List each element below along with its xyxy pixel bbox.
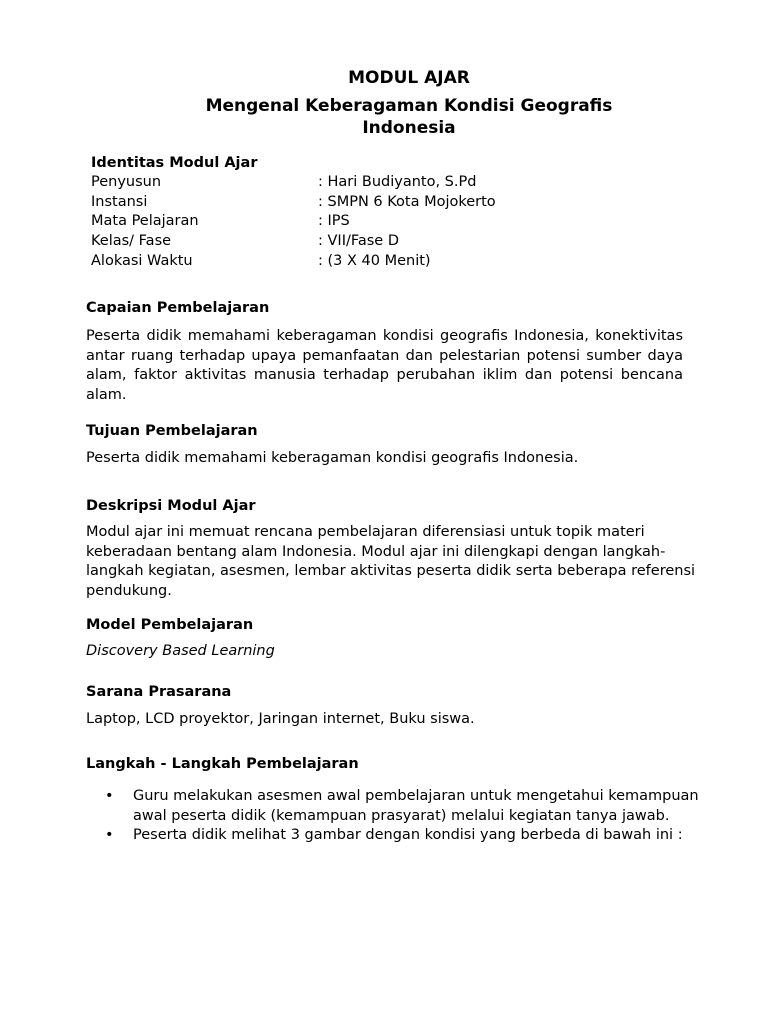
identity-row-penyusun: [91, 173, 496, 193]
list-item-text: Peserta didik melihat 3 gambar dengan kondisi yang berbeda di bawah ini :: [133, 827, 683, 844]
identity-row-instansi: [91, 193, 496, 213]
document-type-heading: MODUL AJAR: [348, 68, 470, 88]
capaian-heading: Capaian Pembelajaran: [86, 300, 270, 316]
langkah-heading: Langkah - Langkah Pembelajaran: [86, 756, 359, 772]
identity-label: Penyusun: [91, 174, 162, 190]
model-heading: Model Pembelajaran: [86, 617, 254, 633]
identity-row-kelas-fase: [91, 232, 496, 252]
identity-value: : (3 X 40 Menit): [318, 252, 431, 269]
identity-value: : Hari Budiyanto, S.Pd: [318, 174, 477, 190]
identity-value: : VII/Fase D: [318, 233, 399, 250]
sarana-heading: Sarana Prasarana: [86, 684, 232, 700]
identity-heading: Identitas Modul Ajar: [91, 155, 258, 171]
module-title: [0, 95, 768, 139]
identity-value: : IPS: [318, 213, 350, 230]
deskripsi-heading: Deskripsi Modul Ajar: [86, 498, 256, 514]
bullet-icon: •: [105, 827, 114, 844]
identity-row-mata-pelajaran: [91, 212, 496, 232]
bullet-icon: •: [105, 788, 114, 804]
tujuan-paragraph: Peserta didik memahami keberagaman kondisi geografis Indonesia.: [86, 450, 579, 466]
identity-label: Alokasi Waktu: [91, 252, 193, 269]
model-value: Discovery Based Learning: [86, 643, 275, 659]
identity-row-alokasi-waktu: [91, 252, 496, 272]
list-item-text: Guru melakukan asesmen awal pembelajaran untuk mengetahui kemampuan awal peserta didik (kemampuan prasyarat) melalui kegiatan tanya jawab.: [133, 788, 699, 824]
identity-label: Mata Pelajaran: [91, 213, 199, 230]
module-title-line-2: Indonesia: [362, 118, 456, 138]
capaian-paragraph: Peserta didik memahami keberagaman kondisi geografis Indonesia, konektivitas antar ruang terhadap upaya pemanfaatan dan pelestarian potensi sumber daya alam, faktor aktivitas manusia terhadap perubahan iklim dan potensi bencana alam.: [86, 328, 683, 403]
list-item: [105, 787, 745, 826]
identity-value: : SMPN 6 Kota Mojokerto: [318, 193, 496, 210]
identity-label: Kelas/ Fase: [91, 233, 172, 250]
module-title-line-1: Mengenal Keberagaman Kondisi Geografis: [205, 96, 613, 116]
list-item: [105, 826, 745, 846]
identity-block: [91, 153, 496, 272]
sarana-paragraph: Laptop, LCD proyektor, Jaringan internet, Buku siswa.: [86, 711, 475, 727]
identity-label: Instansi: [91, 193, 148, 210]
deskripsi-paragraph: Modul ajar ini memuat rencana pembelajaran diferensiasi untuk topik materi keberadaan bentang alam Indonesia. Modul ajar ini dilengkapi dengan langkah-langkah kegiatan, asesmen, lembar aktivitas peserta didik serta beberapa referensi pendukung.: [86, 524, 696, 599]
tujuan-heading: Tujuan Pembelajaran: [86, 423, 258, 439]
langkah-list: [105, 787, 745, 846]
